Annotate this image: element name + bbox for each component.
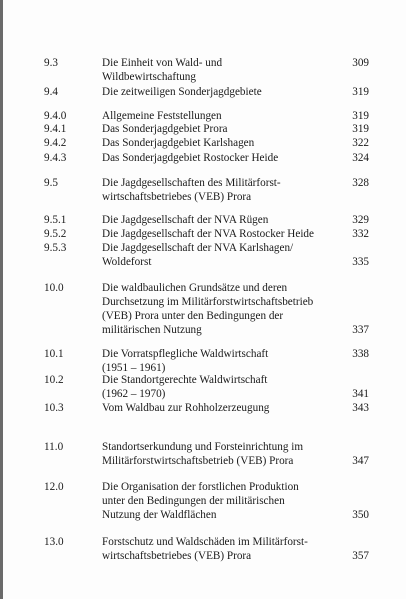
toc-entry-title	[102, 480, 338, 522]
toc-entry-title-line: Die Einheit von Wald- und	[102, 57, 223, 69]
toc-entry-title-line: Das Sonderjagdgebiet Karlshagen	[102, 137, 255, 149]
toc-entry-number: 13.0	[44, 536, 64, 548]
toc-entry-title-line: (1951 – 1961)	[102, 362, 166, 374]
toc-entry-title-line: Die Jagdgesellschaft der NVA Rostocker Heide	[102, 228, 314, 240]
toc-entry-title	[102, 373, 338, 401]
toc-entry-title	[102, 401, 338, 415]
toc-entry-title	[102, 535, 338, 563]
toc-entry-page-number: 329	[352, 214, 369, 226]
toc-entry-number: 9.4.1	[44, 123, 67, 135]
toc-entry-title-line: Wildbewirtschaftung	[102, 71, 196, 83]
toc-entry-title-line: wirtschaftsbetriebes (VEB) Prora	[102, 550, 252, 562]
toc-entry-page-number: 350	[352, 509, 369, 521]
toc-entry-page-number: 357	[352, 550, 369, 562]
toc-entry-number: 11.0	[44, 441, 64, 453]
toc-entry-page-number: 347	[352, 455, 369, 467]
toc-entry-title	[102, 109, 338, 123]
toc-entry-title	[102, 347, 338, 375]
toc-entry-title-line: unter den Bedingungen der militärischen	[102, 495, 285, 507]
toc-entry-page-number: 337	[352, 324, 369, 336]
toc-entry-title-line: Durchsetzung im Militärforstwirtschaftsbetrieb	[102, 296, 314, 308]
toc-entry-title	[102, 56, 338, 84]
toc-entry-title	[102, 281, 338, 337]
toc-entry-title-line: wirtschaftsbetriebes (VEB) Prora	[102, 191, 252, 203]
toc-entry-title-line: Die Organisation der forstlichen Produktion	[102, 481, 299, 493]
toc-entry-title-line: Die Jagdgesellschaften des Militärforst-	[102, 177, 281, 189]
toc-entry-title	[102, 241, 338, 269]
toc-entry-title	[102, 85, 338, 99]
toc-entry-title-line: Die waldbaulichen Grundsätze und deren	[102, 282, 288, 294]
toc-entry-page-number: 319	[352, 123, 369, 135]
toc-entry-number: 10.3	[44, 402, 64, 414]
toc-entry-number: 12.0	[44, 481, 64, 493]
toc-entry-title-line: (1962 – 1970)	[102, 388, 166, 400]
toc-entry-page-number: 319	[352, 110, 369, 122]
toc-entry-title-line: Militärforstwirtschaftsbetrieb (VEB) Prora	[102, 455, 294, 467]
toc-entry-number: 10.1	[44, 348, 64, 360]
toc-entry-page-number: 322	[352, 137, 369, 149]
toc-entry-page-number: 319	[352, 86, 369, 98]
toc-entry-page-number: 328	[352, 177, 369, 189]
toc-entry-number: 10.0	[44, 282, 64, 294]
toc-entry-title-line: Die zeitweiligen Sonderjagdgebiete	[102, 86, 262, 98]
toc-entry-title	[102, 122, 338, 136]
toc-entry-number: 9.3	[44, 57, 58, 69]
toc-entry-title	[102, 440, 338, 468]
toc-entry-number: 9.5.2	[44, 228, 67, 240]
toc-entry-page-number: 332	[352, 228, 369, 240]
toc-entry-title-line: militärischen Nutzung	[102, 324, 202, 336]
toc-entry-title	[102, 151, 338, 165]
toc-entry-title	[102, 227, 338, 241]
toc-entry-title-line: Nutzung der Waldflächen	[102, 509, 217, 521]
toc-entry-number: 9.4.0	[44, 110, 67, 122]
toc-entry-number: 9.4.2	[44, 137, 67, 149]
toc-entry-title-line: Die Standortgerechte Waldwirtschaft	[102, 374, 268, 386]
toc-entry-title-line: (VEB) Prora unter den Bedingungen der	[102, 310, 284, 322]
toc-entry-number: 10.2	[44, 374, 64, 386]
toc-entry-number: 9.5.1	[44, 214, 67, 226]
toc-entry-number: 9.5	[44, 177, 58, 189]
toc-entry-title	[102, 136, 338, 150]
toc-entry-page-number: 309	[352, 57, 369, 69]
toc-entry-title	[102, 213, 338, 227]
toc-entry-title-line: Das Sonderjagdgebiet Rostocker Heide	[102, 152, 279, 164]
toc-entry-page-number: 341	[352, 388, 369, 400]
toc-entry-title-line: Woldeforst	[102, 256, 152, 268]
toc-entry-page-number: 343	[352, 402, 369, 414]
toc-entry-title-line: Vom Waldbau zur Rohholzerzeugung	[102, 402, 270, 414]
toc-entry-title-line: Das Sonderjagdgebiet Prora	[102, 123, 228, 135]
toc-entry-title-line: Allgemeine Feststellungen	[102, 110, 222, 122]
page-edge-shadow	[0, 0, 3, 599]
toc-entry-number: 9.5.3	[44, 242, 67, 254]
toc-entry-number: 9.4	[44, 86, 58, 98]
toc-entry-title-line: Die Jagdgesellschaft der NVA Rügen	[102, 214, 269, 226]
toc-entry-title-line: Die Jagdgesellschaft der NVA Karlshagen/	[102, 242, 294, 254]
toc-entry-number: 9.4.3	[44, 152, 67, 164]
toc-entry-title-line: Standortserkundung und Forsteinrichtung im	[102, 441, 304, 453]
toc-entry-title-line: Forstschutz und Waldschäden im Militärforst-	[102, 536, 308, 548]
toc-entry-title	[102, 176, 338, 204]
toc-entry-page-number: 338	[352, 348, 369, 360]
toc-entry-page-number: 324	[352, 152, 369, 164]
toc-entry-title-line: Die Vorratspflegliche Waldwirtschaft	[102, 348, 269, 360]
toc-entry-page-number: 335	[352, 256, 369, 268]
